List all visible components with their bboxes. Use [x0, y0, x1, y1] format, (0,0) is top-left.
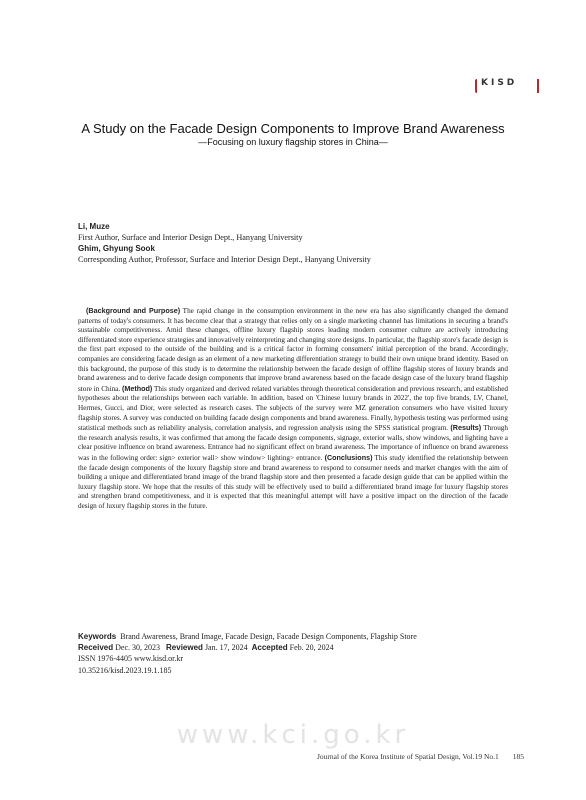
kisd-logo — [471, 72, 543, 98]
article-metadata — [78, 631, 518, 676]
abstract-results-label: (Results) — [450, 423, 482, 433]
watermark: www.kci.go.kr — [176, 720, 410, 750]
author-affiliation-2: Corresponding Author, Professor, Surface and Interior Design Dept., Hanyang University — [78, 255, 371, 264]
logo-bracket-right — [537, 79, 539, 93]
received-label: Received — [78, 643, 114, 653]
issn-line: ISSN 1976-4405 www.kisd.or.kr — [78, 654, 184, 664]
reviewed-date: Jan. 17, 2024 — [204, 643, 248, 653]
keywords-line — [78, 631, 518, 642]
abstract — [78, 306, 508, 511]
paper-subtitle: —Focusing on luxury flagship stores in China— — [198, 137, 388, 147]
abstract-method-label: (Method) — [121, 383, 153, 393]
logo-bracket-left — [475, 79, 477, 93]
abstract-results-text: Through the research analysis results, it was confirmed that among the facade design components, signage, exterior walls, show windows, and lighting have a clear positive influence on brand awareness. Entrance had no significant effect on brand awareness. The importance of influence on brand awareness was in the following order: sign> exterior wall> show window> lighting> entrance. — [78, 424, 508, 462]
keywords-text: Brand Awareness, Brand Image, Facade Design, Facade Design Components, Flagship Store — [120, 632, 417, 641]
footer-journal: Journal of the Korea Institute of Spatial Design, Vol.19 No.1 — [316, 752, 499, 761]
received-date: Dec. 30, 2023 — [115, 643, 161, 653]
author-name-2: Ghim, Ghyung Sook — [78, 244, 155, 253]
abstract-background-label: (Background and Purpose) — [86, 306, 181, 315]
abstract-background-text: The rapid change in the consumption environment in the new era has also significantly changed the demand patterns of today's consumers. It has become clear that a strategy that relies only on a single marketing channel has limitations in securing a brand's sustainable competitiveness. Amid these changes, offline luxury flagship stores leading modern consumer culture are actively introducing differentiated store experience strategies and innovatively reinterpreting and changing store designs. In particular, the flagship store's facade design is the first part exposed to the outside of the building and is a critical factor in forming consumers' initial perception of the brand. Accordingly, companies are considering facade design as an element of a new marketing differentiation strategy to build their own unique brand identity. Based on this background, the purpose of this study is to determine the relationship between the facade design of offline flagship stores of luxury brands and brand awareness and to derive facade design components that improve brand awareness based on the facade design case of the luxury brand flagship store in China. — [78, 307, 508, 393]
accepted-label: Accepted — [251, 643, 288, 653]
logo-text: KISD — [481, 78, 518, 88]
author-affiliation-1: First Author, Surface and Interior Design Dept., Hanyang University — [78, 233, 303, 242]
author-name-1: Li, Muze — [78, 222, 110, 231]
paper-title: A Study on the Facade Design Components to Improve Brand Awareness — [81, 121, 505, 136]
accepted-date: Feb. 20, 2024 — [289, 643, 334, 653]
author-block — [78, 221, 518, 265]
reviewed-label: Reviewed — [166, 643, 203, 653]
abstract-conclusions-label: (Conclusions) — [324, 452, 373, 462]
dates-line — [78, 642, 518, 653]
keywords-label: Keywords — [78, 632, 117, 641]
doi-line: 10.35216/kisd.2023.19.1.185 — [78, 665, 172, 675]
abstract-method-text: This study organized and derived related variables through theoretical consideration and previous research, and established hypotheses about the relationships between each variable. In addition, based on 'Chinese luxury brands in 2022', the top five brands, LV, Chanel, Hermes, Gucci, and Dior, were selected as research cases. The subjects of the survey were MZ generation consumers who have visited luxury flagship stores. A survey was conducted on building facade design components and brand awareness. Finally, hypothesis testing was performed using statistical methods such as reliability analysis, correlation analysis, and regression analysis using the SPSS statistical program. — [78, 384, 508, 433]
page-number: 185 — [512, 752, 524, 761]
abstract-conclusions-text: This study identified the relationship between the facade design components of the luxury flagship store and brand awareness to respond to consumer needs and market changes with the aim of building a unique and differentiated brand image of the brand flagship store and then presented a facade design guide that can be applied within the luxury flagship store. We hope that the results of this study will be effectively used to build a differentiated brand image for luxury flagship stores and strengthen brand competitiveness, and it is expected that this meaningful attempt will have a positive impact on the direction of the facade design of luxury flagship stores in the future. — [78, 453, 508, 510]
page-footer — [317, 752, 524, 761]
